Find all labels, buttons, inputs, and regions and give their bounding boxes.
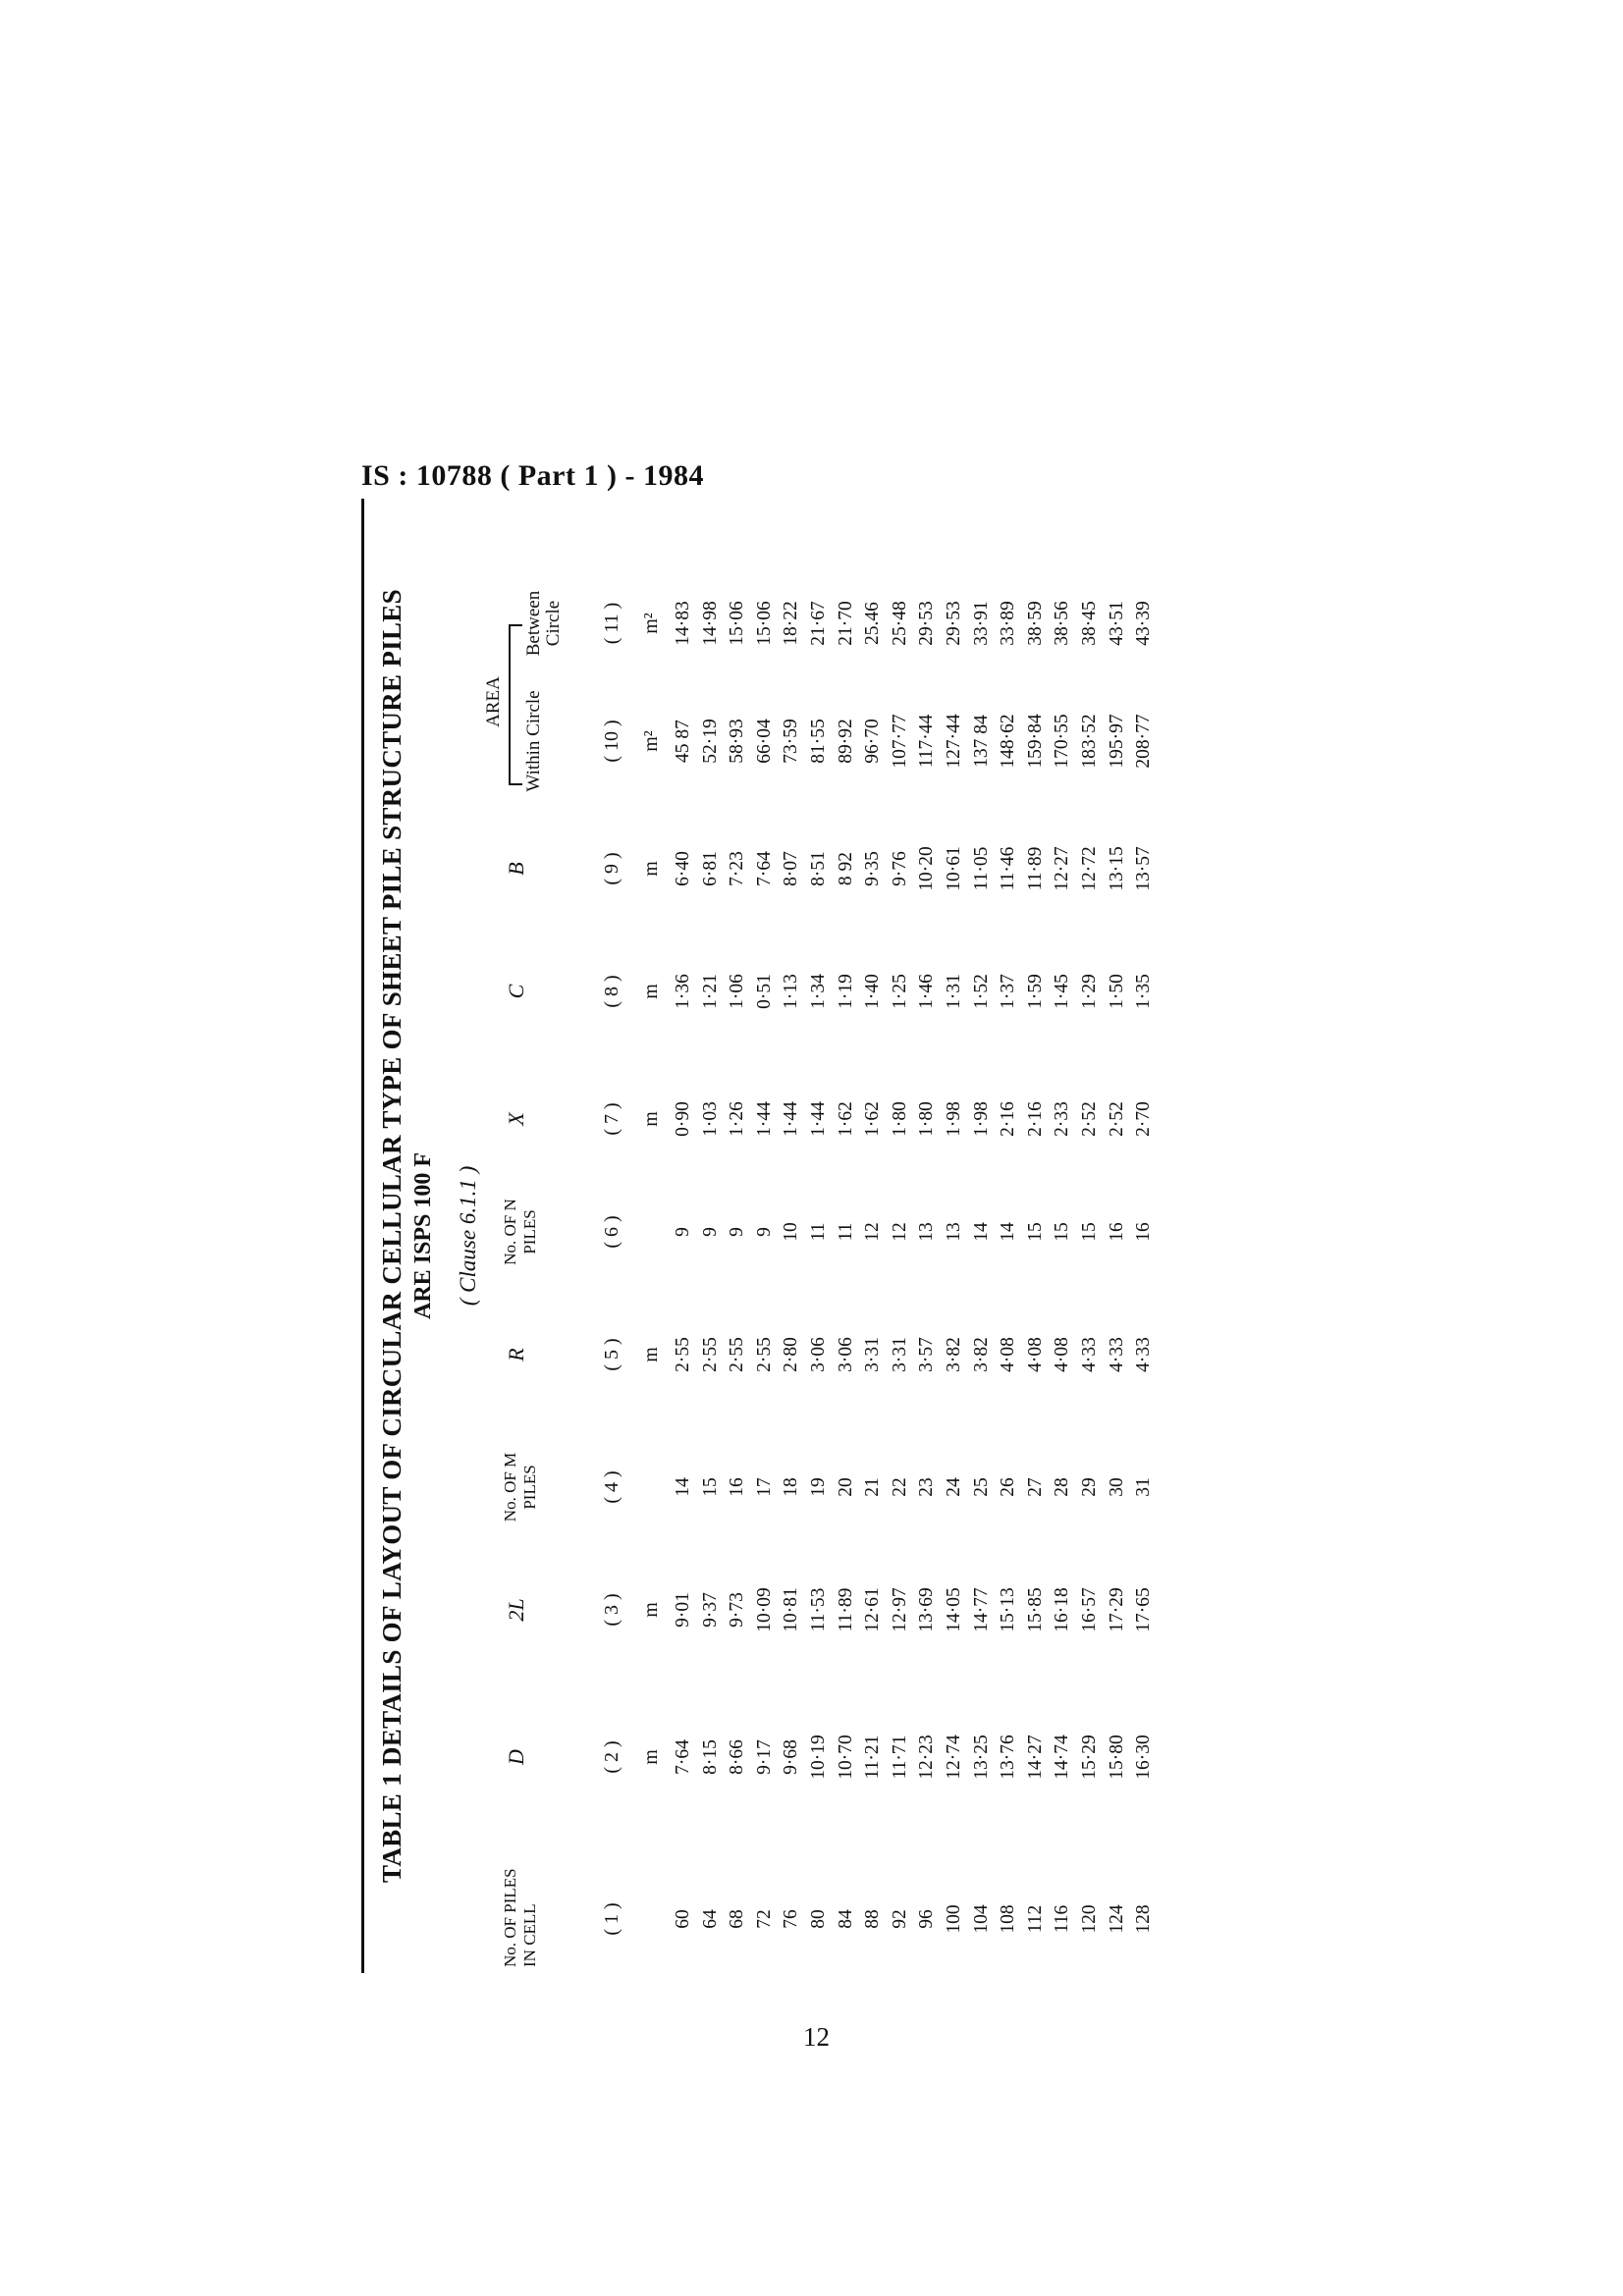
table-cell: 1·80 <box>916 1101 938 1137</box>
table-cell: 15 <box>1078 1222 1100 1242</box>
table-clause: ( Clause 6.1.1 ) <box>456 1165 480 1307</box>
table-cell: 13·69 <box>916 1587 938 1632</box>
table-cell: 1·03 <box>699 1101 721 1137</box>
table-cell: 17·65 <box>1133 1587 1155 1632</box>
table-cell: 159·84 <box>1024 714 1046 769</box>
table-cell: 24 <box>943 1477 964 1497</box>
table-cell: 1·31 <box>943 974 964 1009</box>
table-cell: 30 <box>1106 1477 1127 1497</box>
table-cell: 4·08 <box>998 1337 1019 1372</box>
table-cell: 2·70 <box>1133 1101 1155 1137</box>
table-cell: 23 <box>916 1477 938 1497</box>
table-cell: 170·55 <box>1052 714 1073 769</box>
table-cell: 116 <box>1052 1904 1073 1934</box>
table-cell: 3·31 <box>889 1337 910 1372</box>
table-cell: 12·72 <box>1078 846 1100 891</box>
table-cell: 31 <box>1133 1477 1155 1497</box>
table-cell: 8·66 <box>727 1739 748 1775</box>
table-cell: 18 <box>781 1477 802 1497</box>
table-cell: 1·40 <box>862 974 884 1009</box>
table-cell: 2·55 <box>727 1337 748 1372</box>
table-cell: 8·51 <box>807 851 829 886</box>
table-cell: 2·16 <box>1024 1101 1046 1137</box>
table-cell: 11 <box>835 1222 856 1242</box>
table-cell: 9·76 <box>889 851 910 886</box>
table-cell: 6·40 <box>673 851 693 886</box>
column-number: ( 9 ) <box>601 852 622 885</box>
column-number: ( 2 ) <box>601 1740 622 1774</box>
table-cell: 13 <box>916 1222 938 1242</box>
table-cell: 124 <box>1106 1904 1127 1934</box>
table-cell: 107·77 <box>889 714 910 769</box>
table-cell: 9·68 <box>781 1739 802 1775</box>
table-cell: 1·50 <box>1106 974 1127 1009</box>
table-cell: 10·20 <box>916 846 938 891</box>
table-cell: 16 <box>727 1477 748 1497</box>
table-subtitle: ARE ISPS 100 F <box>410 1151 436 1320</box>
table-cell: 1·29 <box>1078 974 1100 1009</box>
area-group-header: AREA <box>483 676 504 727</box>
table-cell: 80 <box>807 1909 829 1929</box>
table-cell: 13·15 <box>1106 846 1127 891</box>
table-cell: 9·17 <box>753 1739 775 1775</box>
table-cell: 10·09 <box>753 1587 775 1632</box>
table-cell: 1·62 <box>862 1101 884 1137</box>
table-cell: 15·06 <box>753 601 775 646</box>
table-cell: 148·62 <box>998 714 1019 769</box>
table-cell: 8·07 <box>781 851 802 886</box>
table-cell: 10 <box>781 1222 802 1242</box>
table-cell: 4·08 <box>1052 1337 1073 1372</box>
column-unit: m <box>640 1749 662 1765</box>
table-cell: 1·19 <box>835 974 856 1009</box>
table-cell: 96·70 <box>862 719 884 764</box>
table-cell: 2·52 <box>1078 1101 1100 1137</box>
column-number: ( 1 ) <box>601 1902 622 1936</box>
table-cell: 17 <box>753 1477 775 1497</box>
table-cell: 19 <box>807 1477 829 1497</box>
table-cell: 208·77 <box>1133 714 1155 769</box>
table-cell: 28 <box>1052 1477 1073 1497</box>
table-cell: 1·44 <box>807 1101 829 1137</box>
table-cell: 137 84 <box>970 715 992 768</box>
table-cell: 11·05 <box>970 846 992 891</box>
table-cell: 2·80 <box>781 1337 802 1372</box>
table-cell: 43·51 <box>1106 601 1127 646</box>
table-cell: 15·85 <box>1024 1587 1046 1632</box>
table-cell: 12 <box>862 1222 884 1242</box>
table-cell: 96 <box>916 1909 938 1929</box>
table-cell: 8 92 <box>835 851 856 886</box>
column-header: X <box>504 1112 528 1126</box>
table-cell: 84 <box>835 1909 856 1929</box>
table-cell: 3·31 <box>862 1337 884 1372</box>
table-cell: 43·39 <box>1133 601 1155 646</box>
table-cell: 13·57 <box>1133 846 1155 891</box>
area-brace <box>509 624 522 785</box>
column-header: C <box>504 984 528 999</box>
table-cell: 15·13 <box>998 1587 1019 1632</box>
table-cell: 12·61 <box>862 1587 884 1632</box>
table-cell: 9 <box>673 1227 693 1237</box>
column-number: ( 6 ) <box>601 1215 622 1249</box>
table-cell: 25.46 <box>862 602 884 645</box>
table-cell: 64 <box>699 1909 721 1929</box>
table-cell: 9 <box>727 1227 748 1237</box>
table-cell: 12·97 <box>889 1587 910 1632</box>
table-cell: 4·33 <box>1133 1337 1155 1372</box>
table-cell: 15·06 <box>727 601 748 646</box>
table-cell: 33·91 <box>970 601 992 646</box>
table-cell: 9·01 <box>673 1592 693 1628</box>
table-cell: 7·64 <box>753 851 775 886</box>
table-cell: 92 <box>889 1909 910 1929</box>
column-number: ( 11 ) <box>601 602 622 645</box>
data-table <box>483 499 1155 1973</box>
table-cell: 73·59 <box>781 719 802 764</box>
table-cell: 14·98 <box>699 601 721 646</box>
column-number: ( 10 ) <box>601 720 622 763</box>
table-cell: 22 <box>889 1477 910 1497</box>
table-cell: 45 87 <box>673 720 693 763</box>
table-cell: 1·59 <box>1024 974 1046 1009</box>
table-cell: 2·52 <box>1106 1101 1127 1137</box>
table-cell: 1·98 <box>943 1101 964 1137</box>
column-unit: m <box>640 984 662 999</box>
column-header: B <box>504 862 528 876</box>
table-cell: 38·45 <box>1078 601 1100 646</box>
table-cell: 2·55 <box>699 1337 721 1372</box>
table-cell: 25 <box>970 1477 992 1497</box>
column-header: R <box>504 1348 528 1362</box>
table-cell: 1·06 <box>727 974 748 1009</box>
column-unit: m² <box>640 730 662 752</box>
column-number: ( 7 ) <box>601 1102 622 1136</box>
table-cell: 9·37 <box>699 1592 721 1628</box>
table-cell: 66·04 <box>753 719 775 764</box>
column-unit: m <box>640 1347 662 1362</box>
table-cell: 4·08 <box>1024 1337 1046 1372</box>
table-cell: 38·56 <box>1052 601 1073 646</box>
table-cell: 2·55 <box>753 1337 775 1372</box>
table-cell: 20 <box>835 1477 856 1497</box>
table-cell: 17·29 <box>1106 1587 1127 1632</box>
table-cell: 1·46 <box>916 974 938 1009</box>
table-cell: 4·33 <box>1106 1337 1127 1372</box>
table-cell: 14 <box>998 1222 1019 1242</box>
table-cell: 72 <box>753 1909 775 1929</box>
column-header: Within Circle <box>523 690 544 792</box>
table-cell: 29·53 <box>916 601 938 646</box>
table-cell: 1·34 <box>807 974 829 1009</box>
table-cell: 25·48 <box>889 601 910 646</box>
table-cell: 1·62 <box>835 1101 856 1137</box>
table-cell: 58·93 <box>727 719 748 764</box>
table-cell: 10·81 <box>781 1587 802 1632</box>
table-cell: 9·35 <box>862 851 884 886</box>
table-cell: 7·64 <box>673 1739 693 1775</box>
table-cell: 13·25 <box>970 1735 992 1780</box>
table-cell: 117·44 <box>916 714 938 769</box>
table-cell: 1·37 <box>998 974 1019 1009</box>
table-cell: 12·23 <box>916 1735 938 1780</box>
table-cell: 0·90 <box>673 1101 693 1137</box>
table-cell: 6·81 <box>699 851 721 886</box>
table-cell: 81·55 <box>807 719 829 764</box>
table-cell: 2·55 <box>673 1337 693 1372</box>
table-cell: 18·22 <box>781 601 802 646</box>
column-unit: m <box>640 1111 662 1127</box>
column-number: ( 4 ) <box>601 1470 622 1504</box>
column-number: ( 5 ) <box>601 1338 622 1371</box>
column-header: No. OF N PILES <box>501 1199 539 1265</box>
table-cell: 16 <box>1133 1222 1155 1242</box>
table-cell: 1·45 <box>1052 974 1073 1009</box>
table-cell: 27 <box>1024 1477 1046 1497</box>
table-cell: 112 <box>1024 1904 1046 1934</box>
table-cell: 9·73 <box>727 1592 748 1628</box>
table-cell: 1·35 <box>1133 974 1155 1009</box>
table-cell: 14 <box>673 1477 693 1497</box>
table-cell: 29·53 <box>943 601 964 646</box>
page-number: 12 <box>803 2022 830 2052</box>
table-cell: 15·29 <box>1078 1735 1100 1780</box>
column-number: ( 8 ) <box>601 975 622 1008</box>
table-cell: 89·92 <box>835 719 856 764</box>
table-cell: 127·44 <box>943 714 964 769</box>
table-cell: 10·19 <box>807 1735 829 1780</box>
table-cell: 2·16 <box>998 1101 1019 1137</box>
table-cell: 11·89 <box>835 1587 856 1632</box>
table-cell: 9 <box>699 1227 721 1237</box>
table-cell: 21·67 <box>807 601 829 646</box>
table-cell: 14·77 <box>970 1587 992 1632</box>
table-cell: 68 <box>727 1909 748 1929</box>
vertical-rule <box>361 499 364 1973</box>
table-cell: 12·74 <box>943 1735 964 1780</box>
rotated-table-block <box>365 499 1155 1973</box>
table-cell: 13·76 <box>998 1735 1019 1780</box>
table-cell: 16·18 <box>1052 1587 1073 1632</box>
table-cell: 15 <box>1024 1222 1046 1242</box>
table-cell: 10·70 <box>835 1735 856 1780</box>
column-header: No. OF PILES IN CELL <box>501 1868 539 1967</box>
table-cell: 11·89 <box>1024 846 1046 891</box>
table-cell: 3·82 <box>970 1337 992 1372</box>
table-cell: 1·25 <box>889 974 910 1009</box>
document-id: IS : 10788 ( Part 1 ) - 1984 <box>361 459 704 492</box>
table-cell: 1·26 <box>727 1101 748 1137</box>
table-cell: 1·21 <box>699 974 721 1009</box>
table-cell: 38·59 <box>1024 601 1046 646</box>
table-cell: 3·82 <box>943 1337 964 1372</box>
table-cell: 3·06 <box>835 1337 856 1372</box>
table-cell: 8·15 <box>699 1739 721 1775</box>
table-cell: 11·46 <box>998 846 1019 891</box>
table-cell: 3·06 <box>807 1337 829 1372</box>
table-cell: 26 <box>998 1477 1019 1497</box>
table-cell: 14 <box>970 1222 992 1242</box>
table-cell: 1·36 <box>673 974 693 1009</box>
table-cell: 11·21 <box>862 1735 884 1780</box>
table-cell: 88 <box>862 1909 884 1929</box>
column-number: ( 3 ) <box>601 1593 622 1627</box>
table-cell: 0·51 <box>753 974 775 1009</box>
table-cell: 14·27 <box>1024 1735 1046 1780</box>
table-cell: 52·19 <box>699 719 721 764</box>
table-cell: 104 <box>970 1904 992 1934</box>
table-cell: 33·89 <box>998 601 1019 646</box>
column-unit: m <box>640 861 662 877</box>
table-cell: 21·70 <box>835 601 856 646</box>
table-cell: 1·80 <box>889 1101 910 1137</box>
table-cell: 1·98 <box>970 1101 992 1137</box>
column-header: Between Circle <box>523 590 564 657</box>
table-cell: 1·44 <box>753 1101 775 1137</box>
table-cell: 7·23 <box>727 851 748 886</box>
table-cell: 3·57 <box>916 1337 938 1372</box>
table-cell: 14·74 <box>1052 1735 1073 1780</box>
table-cell: 12 <box>889 1222 910 1242</box>
column-unit: m <box>640 1602 662 1618</box>
table-cell: 2·33 <box>1052 1101 1073 1137</box>
table-cell: 16·57 <box>1078 1587 1100 1632</box>
column-header: D <box>504 1749 528 1765</box>
table-cell: 128 <box>1133 1904 1155 1934</box>
table-title: TABLE 1 DETAILS OF LAYOUT OF CIRCULAR CELLULAR TYPE OF SHEET PILE STRUCTURE PILES <box>377 589 406 1883</box>
table-cell: 100 <box>943 1904 964 1934</box>
table-cell: 11·71 <box>889 1735 910 1780</box>
table-cell: 11 <box>807 1222 829 1242</box>
table-cell: 1·44 <box>781 1101 802 1137</box>
column-header: 2L <box>504 1598 528 1622</box>
table-cell: 15·80 <box>1106 1735 1127 1780</box>
table-cell: 11·53 <box>807 1587 829 1632</box>
table-cell: 15 <box>1052 1222 1073 1242</box>
table-cell: 16·30 <box>1133 1735 1155 1780</box>
table-cell: 16 <box>1106 1222 1127 1242</box>
table-cell: 9 <box>753 1227 775 1237</box>
table-cell: 76 <box>781 1909 802 1929</box>
table-cell: 1·52 <box>970 974 992 1009</box>
table-cell: 10·61 <box>943 846 964 891</box>
table-cell: 4·33 <box>1078 1337 1100 1372</box>
table-cell: 15 <box>699 1477 721 1497</box>
table-cell: 21 <box>862 1477 884 1497</box>
table-cell: 60 <box>673 1909 693 1929</box>
table-cell: 120 <box>1078 1904 1100 1934</box>
column-unit: m² <box>640 613 662 634</box>
table-cell: 195·97 <box>1106 714 1127 769</box>
column-header: No. OF M PILES <box>501 1452 539 1522</box>
table-cell: 1·13 <box>781 974 802 1009</box>
table-cell: 14·83 <box>673 601 693 646</box>
table-cell: 14·05 <box>943 1587 964 1632</box>
table-cell: 108 <box>998 1904 1019 1934</box>
table-cell: 12·27 <box>1052 846 1073 891</box>
table-cell: 13 <box>943 1222 964 1242</box>
table-cell: 183·52 <box>1078 714 1100 769</box>
table-cell: 29 <box>1078 1477 1100 1497</box>
